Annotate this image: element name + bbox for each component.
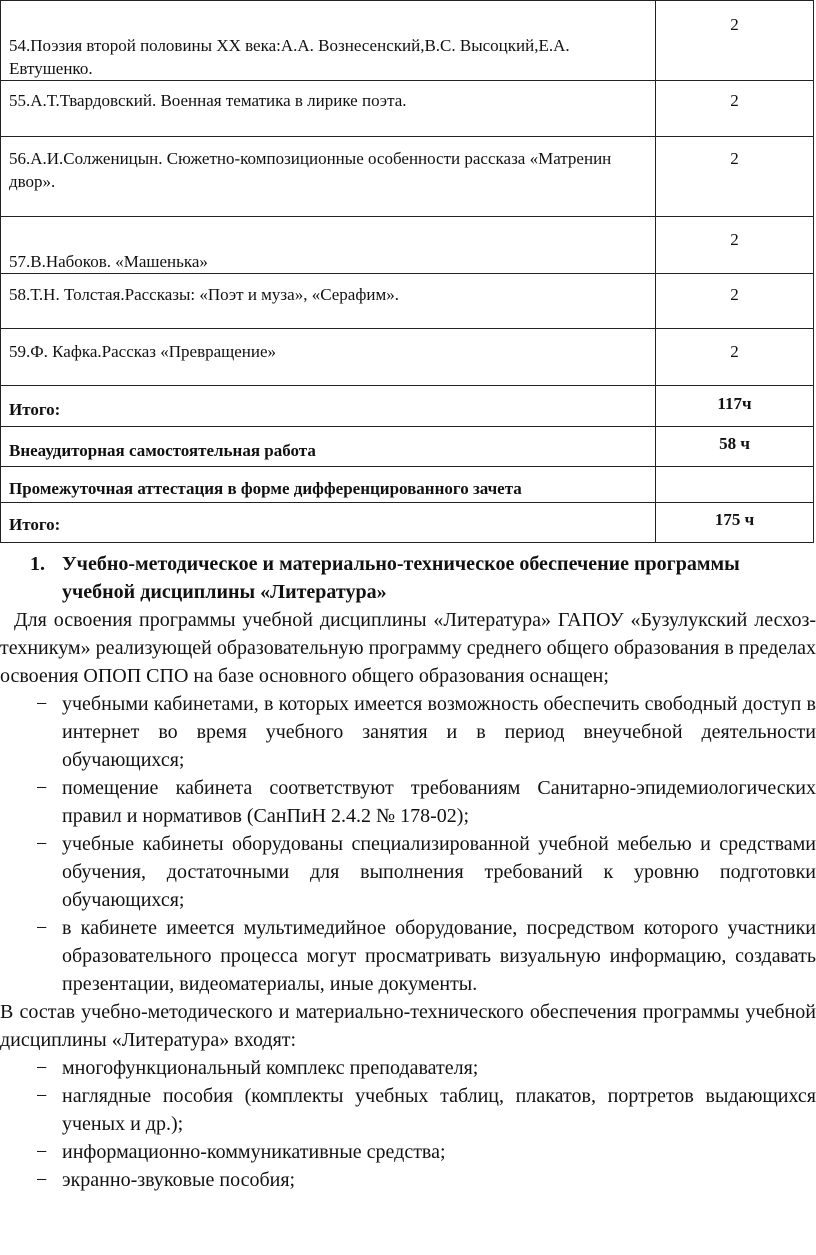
hours-text: 2 bbox=[730, 230, 739, 249]
composition-paragraph: В состав учебно-методического и материально-технического обеспечения программы учебной дисциплины «Литература» входят: bbox=[0, 1001, 816, 1051]
total-label: Итого: bbox=[9, 400, 61, 419]
intro-paragraph: Для освоения программы учебной дисциплины «Литература» ГАПОУ «Бузулукский лесхоз-техникум» реализующей образовательную программу среднего общего образования в пределах освоения ОПОП СПО на базе основного общего образования оснащен; bbox=[0, 609, 816, 687]
table-row bbox=[1, 274, 814, 329]
total-value-cell bbox=[656, 467, 814, 503]
topic-text: 59.Ф. Кафка.Рассказ «Превращение» bbox=[9, 342, 277, 361]
section-number: 1. bbox=[30, 553, 45, 575]
total-label: Промежуточная аттестация в форме дифференцированного зачета bbox=[9, 479, 522, 498]
dash-marker: − bbox=[36, 1057, 48, 1079]
list-item bbox=[0, 830, 816, 914]
total-value: 175 ч bbox=[714, 510, 755, 529]
list-item-text: учебные кабинеты оборудованы специализированной учебной мебелью и средствами обучения, достаточными для выполнения требований к уровню подготовки обучающихся; bbox=[62, 833, 816, 911]
hours-text: 2 bbox=[730, 342, 739, 361]
support-section bbox=[0, 550, 816, 1194]
topic-text: 56.А.И.Солженицын. Сюжетно-композиционные особенности рассказа «Матренин двор». bbox=[9, 149, 612, 191]
topic-text: 54.Поэзия второй половины ХХ века:А.А. Вознесенский,В.С. Высоцкий,Е.А. Евтушенко. bbox=[9, 36, 570, 78]
section-title: Учебно-методическое и материально-техническое обеспечение программы учебной дисциплины «Литература» bbox=[62, 553, 740, 603]
hours-text: 2 bbox=[730, 91, 739, 110]
hours-text: 2 bbox=[730, 15, 739, 34]
list-item-text: экранно-звуковые пособия; bbox=[62, 1169, 296, 1191]
list-item-text: многофункциональный комплекс преподавателя; bbox=[62, 1057, 479, 1079]
list-item bbox=[0, 914, 816, 998]
section-heading bbox=[0, 550, 816, 606]
total-label-cell bbox=[1, 467, 656, 503]
dash-marker: − bbox=[36, 917, 48, 939]
list-item bbox=[0, 1054, 816, 1082]
list-item bbox=[0, 774, 816, 830]
table-row bbox=[1, 1, 814, 81]
equipment-list bbox=[0, 690, 816, 998]
table-row bbox=[1, 81, 814, 137]
dash-marker: − bbox=[36, 833, 48, 855]
topic-cell bbox=[1, 329, 656, 386]
total-value: 58 ч bbox=[719, 434, 750, 453]
hours-table bbox=[0, 0, 814, 543]
topic-cell bbox=[1, 1, 656, 81]
topic-cell bbox=[1, 217, 656, 274]
table-row-total bbox=[1, 386, 814, 427]
hours-cell bbox=[656, 217, 814, 274]
list-item bbox=[0, 1166, 816, 1194]
list-item-text: информационно-коммуникативные средства; bbox=[62, 1141, 446, 1163]
hours-cell bbox=[656, 329, 814, 386]
table-row-total bbox=[1, 427, 814, 467]
topic-cell bbox=[1, 137, 656, 217]
list-item-text: учебными кабинетами, в которых имеется возможность обеспечить свободный доступ в интернет во время учебного занятия и в период внеучебной деятельности обучающихся; bbox=[62, 693, 816, 771]
hours-cell bbox=[656, 81, 814, 137]
dash-marker: − bbox=[36, 1169, 48, 1191]
list-item bbox=[0, 1082, 816, 1138]
dash-marker: − bbox=[36, 693, 48, 715]
total-value-cell bbox=[656, 427, 814, 467]
list-item bbox=[0, 1138, 816, 1166]
total-value: 117ч bbox=[717, 394, 752, 413]
total-label: Итого: bbox=[9, 515, 61, 534]
hours-text: 2 bbox=[730, 149, 739, 168]
hours-cell bbox=[656, 1, 814, 81]
topic-cell bbox=[1, 81, 656, 137]
list-item bbox=[0, 690, 816, 774]
dash-marker: − bbox=[36, 1141, 48, 1163]
total-label-cell bbox=[1, 427, 656, 467]
composition-list bbox=[0, 1054, 816, 1194]
table-row bbox=[1, 217, 814, 274]
table-row bbox=[1, 329, 814, 386]
hours-text: 2 bbox=[730, 285, 739, 304]
list-item-text: в кабинете имеется мультимедийное оборудование, посредством которого участники образовательного процесса могут просматривать визуальную информацию, создавать презентации, видеоматериалы, иные документы. bbox=[62, 917, 816, 995]
list-item-text: наглядные пособия (комплекты учебных таблиц, плакатов, портретов выдающихся ученых и др.); bbox=[62, 1085, 816, 1135]
topic-text: 57.В.Набоков. «Машенька» bbox=[9, 252, 208, 271]
total-value-cell bbox=[656, 386, 814, 427]
total-value-cell bbox=[656, 503, 814, 543]
topic-text: 58.Т.Н. Толстая.Рассказы: «Поэт и муза», «Серафим». bbox=[9, 285, 399, 304]
hours-cell bbox=[656, 274, 814, 329]
total-label-cell bbox=[1, 386, 656, 427]
table-row-total bbox=[1, 503, 814, 543]
table-row bbox=[1, 137, 814, 217]
list-item-text: помещение кабинета соответствуют требованиям Санитарно-эпидемиологических правил и нормативов (СанПиН 2.4.2 № 178-02); bbox=[62, 777, 816, 827]
topic-cell bbox=[1, 274, 656, 329]
table-row-total bbox=[1, 467, 814, 503]
dash-marker: − bbox=[36, 1085, 48, 1107]
hours-cell bbox=[656, 137, 814, 217]
topic-text: 55.А.Т.Твардовский. Военная тематика в лирике поэта. bbox=[9, 91, 407, 110]
total-label: Внеаудиторная самостоятельная работа bbox=[9, 441, 316, 460]
total-label-cell bbox=[1, 503, 656, 543]
dash-marker: − bbox=[36, 777, 48, 799]
